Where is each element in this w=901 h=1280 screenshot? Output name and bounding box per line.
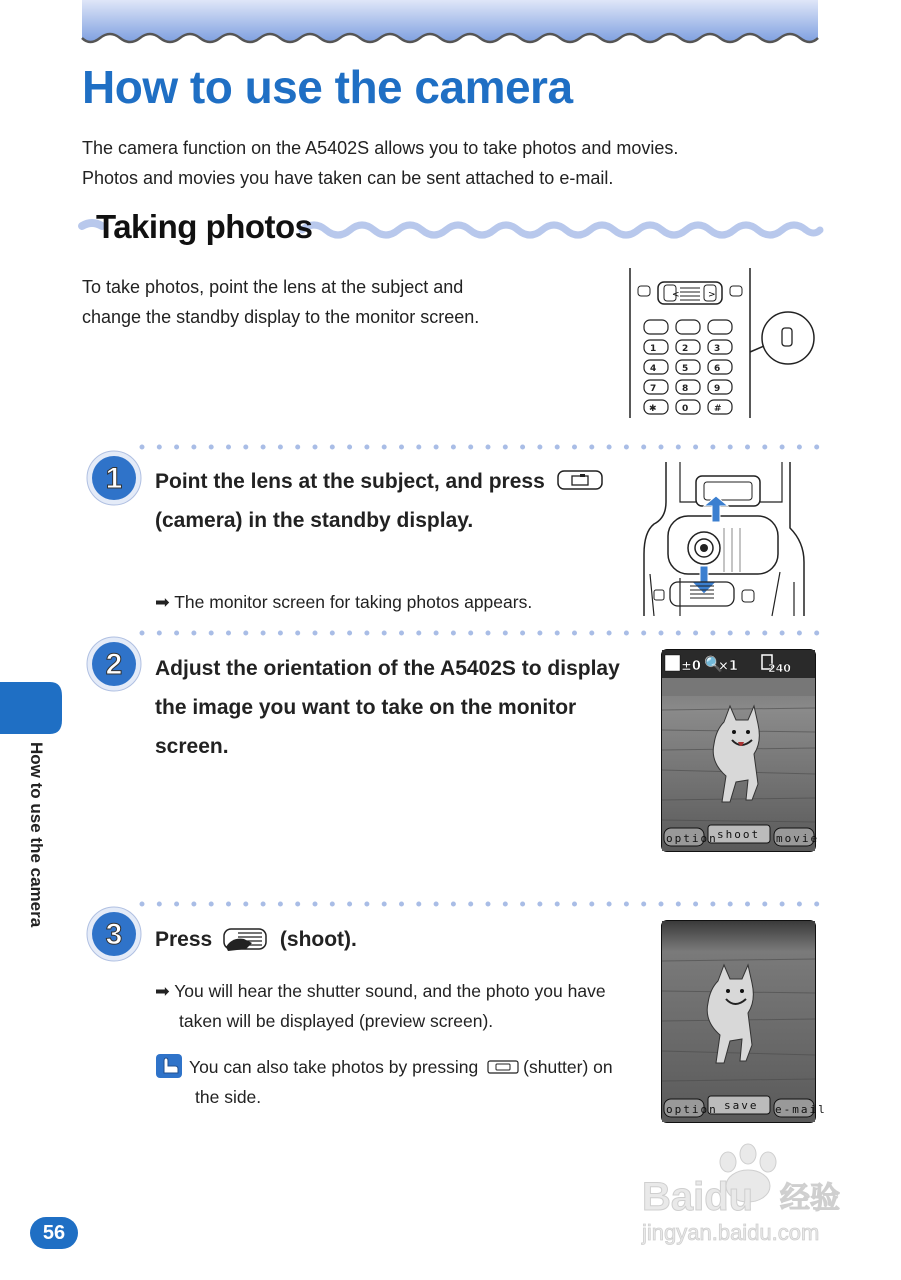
- step-number: 3: [105, 918, 123, 951]
- svg-text:1: 1: [650, 344, 657, 354]
- softkey-shoot: shoot: [717, 828, 761, 841]
- note-text: You can also take photos by pressing: [189, 1057, 479, 1077]
- step-number: 2: [105, 648, 123, 681]
- result-arrow-icon: ➡: [155, 981, 170, 1001]
- svg-text:0: 0: [682, 404, 689, 414]
- monitor-softkeys: [664, 825, 819, 846]
- svg-text:4: 4: [650, 364, 657, 374]
- shoot-key-icon: [222, 925, 270, 951]
- preview-screen-image: [662, 921, 827, 1122]
- softkey-option: option: [666, 832, 718, 845]
- step-2-line: Adjust the orientation of the A5402S to display: [155, 657, 620, 680]
- exposure-value: ±0: [681, 659, 701, 674]
- svg-text:9: 9: [714, 384, 721, 394]
- step-1-line: (camera) in the standby display.: [155, 509, 474, 532]
- svg-text:3: 3: [714, 344, 721, 354]
- image-size-value: 240: [768, 662, 791, 675]
- dotted-divider: [138, 629, 820, 637]
- svg-text:8: 8: [682, 384, 689, 394]
- step-3-note: [155, 1052, 613, 1112]
- step-1-badge: [86, 450, 142, 506]
- monitor-screen-image: [662, 650, 820, 851]
- phone-camera-illustration: [640, 462, 812, 616]
- svg-text:<: <: [672, 290, 680, 300]
- softkey-email: e-mail: [775, 1103, 827, 1116]
- intro-line: The camera function on the A5402S allows you to take photos and movies.: [82, 138, 679, 158]
- svg-text:>: >: [708, 290, 716, 300]
- svg-text:7: 7: [650, 384, 657, 394]
- svg-text:2: 2: [682, 344, 689, 354]
- page-title: How to use the camera: [82, 61, 573, 113]
- dotted-divider: [138, 900, 820, 908]
- step-number: 1: [105, 462, 123, 495]
- camera-key-icon: [557, 470, 603, 490]
- side-tab-text: How to use the camera: [27, 742, 46, 928]
- svg-text:🔍: 🔍: [704, 655, 723, 673]
- watermark-url: jingyan.baidu.com: [642, 1220, 820, 1245]
- monitor-screen: [661, 649, 820, 852]
- step-3-shoot: (shoot).: [279, 928, 357, 951]
- section-intro-line: To take photos, point the lens at the subject and: [82, 277, 464, 297]
- dotted-divider: [138, 443, 820, 451]
- step-1-text: [155, 462, 603, 540]
- step-3-text: [155, 920, 357, 959]
- intro-text: [82, 133, 678, 193]
- step-1-line: Point the lens at the subject, and press: [155, 470, 545, 493]
- preview-screen: [661, 920, 827, 1123]
- section-intro-line: change the standby display to the monitor screen.: [82, 307, 480, 327]
- result-text: taken will be displayed (preview screen).: [179, 1011, 494, 1031]
- svg-text:✱: ✱: [649, 404, 657, 414]
- intro-line: Photos and movies you have taken can be sent attached to e-mail.: [82, 168, 614, 188]
- page-number: 56: [30, 1217, 78, 1249]
- softkey-movie: movie: [776, 832, 820, 845]
- side-tab-label: [18, 742, 58, 972]
- step-2-line: the image you want to take on the monitor: [155, 696, 577, 719]
- top-banner: [82, 0, 818, 50]
- zoom-value: ×1: [718, 659, 738, 674]
- shutter-key-icon: [487, 1059, 519, 1075]
- softkey-option: option: [666, 1103, 718, 1116]
- watermark-cn: 经验: [780, 1181, 840, 1216]
- svg-text:#: #: [714, 404, 722, 414]
- step-2-text: [155, 649, 620, 766]
- step-3-press: Press: [155, 928, 213, 951]
- step-3-result: [155, 976, 606, 1036]
- watermark-brand: Baidu: [642, 1175, 754, 1219]
- step-1-result: [155, 587, 532, 617]
- step-2-badge: [86, 636, 142, 692]
- baidu-watermark: [640, 1140, 855, 1250]
- section-intro: [82, 272, 479, 332]
- side-tab: [0, 682, 62, 734]
- hint-hand-icon: [155, 1053, 183, 1079]
- step-3-badge: [86, 906, 142, 962]
- result-arrow-icon: ➡: [155, 592, 170, 612]
- result-text: The monitor screen for taking photos appears.: [174, 592, 533, 612]
- section-title: Taking photos: [96, 208, 313, 245]
- result-text: You will hear the shutter sound, and the photo you have: [174, 981, 606, 1001]
- svg-text:6: 6: [714, 364, 721, 374]
- phone-keypad-illustration: [624, 268, 820, 426]
- preview-softkeys: [664, 1096, 827, 1117]
- svg-text:5: 5: [682, 364, 689, 374]
- note-text: (shutter) on: [523, 1057, 613, 1077]
- softkey-save: save: [724, 1099, 759, 1112]
- step-2-line: screen.: [155, 735, 229, 758]
- note-text: the side.: [195, 1087, 262, 1107]
